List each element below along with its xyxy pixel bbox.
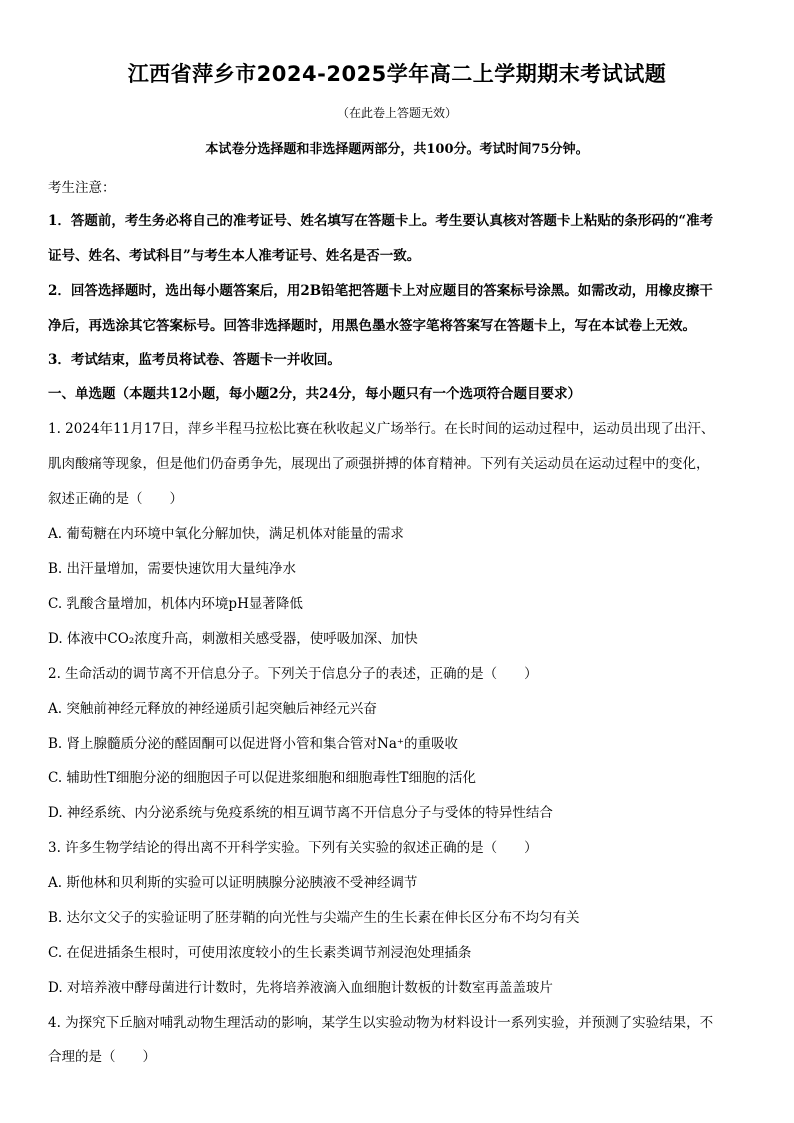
question-2-option-d: D. 神经系统、内分泌系统与免疫系统的相互调节离不开信息分子与受体的特异性结合	[48, 805, 553, 821]
section-heading: 一、单选题（本题共12小题，每小题2分，共24分，每小题只有一个选项符合题目要求）	[48, 386, 581, 402]
question-4-stem-line-1: 4. 为探究下丘脑对哺乳动物生理活动的影响，某学生以实验动物为材料设计一系列实验，并预测了实验结果，不	[48, 1015, 714, 1031]
page-note: （在此卷上答题无效）	[336, 106, 457, 120]
question-1-option-b: B. 出汗量增加，需要快速饮用大量纯净水	[48, 561, 297, 577]
question-1-stem-line-1: 1. 2024年11月17日，萍乡半程马拉松比赛在秋收起义广场举行。在长时间的运动过程中，运动员出现了出汗、	[48, 421, 715, 437]
question-1-stem-line-2: 肌肉酸痛等现象，但是他们仍奋勇争先，展现出了顽强拼搏的体育精神。下列有关运动员在运动过程中的变化，	[48, 456, 710, 472]
question-1-option-c: C. 乳酸含量增加，机体内环境pH显著降低	[48, 596, 303, 612]
question-3-option-a: A. 斯他林和贝利斯的实验可以证明胰腺分泌胰液不受神经调节	[48, 875, 418, 891]
instruction-3: 3．考试结束，监考员将试卷、答题卡一并收回。	[48, 352, 341, 368]
page-title: 江西省萍乡市2024-2025学年高二上学期期末考试试题	[127, 62, 667, 86]
question-1-option-a: A. 葡萄糖在内环境中氧化分解加快，满足机体对能量的需求	[48, 526, 404, 542]
instruction-2-line-1: 2．回答选择题时，选出每小题答案后，用2B铅笔把答题卡上对应题目的答案标号涂黑。如需改动，用橡皮擦干	[48, 283, 713, 299]
question-3-option-b: B. 达尔文父子的实验证明了胚芽鞘的向光性与尖端产生的生长素在伸长区分布不均匀有关	[48, 910, 580, 926]
question-3-option-d: D. 对培养液中酵母菌进行计数时，先将培养液滴入血细胞计数板的计数室再盖盖玻片	[48, 980, 553, 996]
question-2-stem: 2. 生命活动的调节离不开信息分子。下列关于信息分子的表述，正确的是（ ）	[48, 666, 538, 682]
question-1-option-d: D. 体液中CO₂浓度升高，刺激相关感受器，使呼吸加深、加快	[48, 631, 418, 647]
question-1-stem-line-3: 叙述正确的是（ ）	[48, 491, 183, 507]
instruction-2-line-2: 净后，再选涂其它答案标号。回答非选择题时，用黑色墨水签字笔将答案写在答题卡上，写在本试卷上无效。	[48, 318, 696, 334]
exam-info: 本试卷分选择题和非选择题两部分，共100分。考试时间75分钟。	[205, 142, 589, 157]
instruction-1-line-1: 1．答题前，考生务必将自己的准考证号、姓名填写在答题卡上。考生要认真核对答题卡上粘贴的条形码的“准考	[48, 213, 714, 229]
question-2-option-a: A. 突触前神经元释放的神经递质引起突触后神经元兴奋	[48, 701, 377, 717]
question-2-option-b: B. 肾上腺髓质分泌的醛固酮可以促进肾小管和集合管对Na⁺的重吸收	[48, 736, 458, 752]
question-3-stem: 3. 许多生物学结论的得出离不开科学实验。下列有关实验的叙述正确的是（ ）	[48, 840, 538, 856]
question-4-stem-line-2: 合理的是（ ）	[48, 1049, 156, 1065]
question-3-option-c: C. 在促进插条生根时，可使用浓度较小的生长素类调节剂浸泡处理插条	[48, 945, 472, 961]
question-2-option-c: C. 辅助性T细胞分泌的细胞因子可以促进浆细胞和细胞毒性T细胞的活化	[48, 770, 476, 786]
instructions-heading: 考生注意：	[48, 180, 116, 196]
instruction-1-line-2: 证号、姓名、考试科目”与考生本人准考证号、姓名是否一致。	[48, 248, 421, 264]
